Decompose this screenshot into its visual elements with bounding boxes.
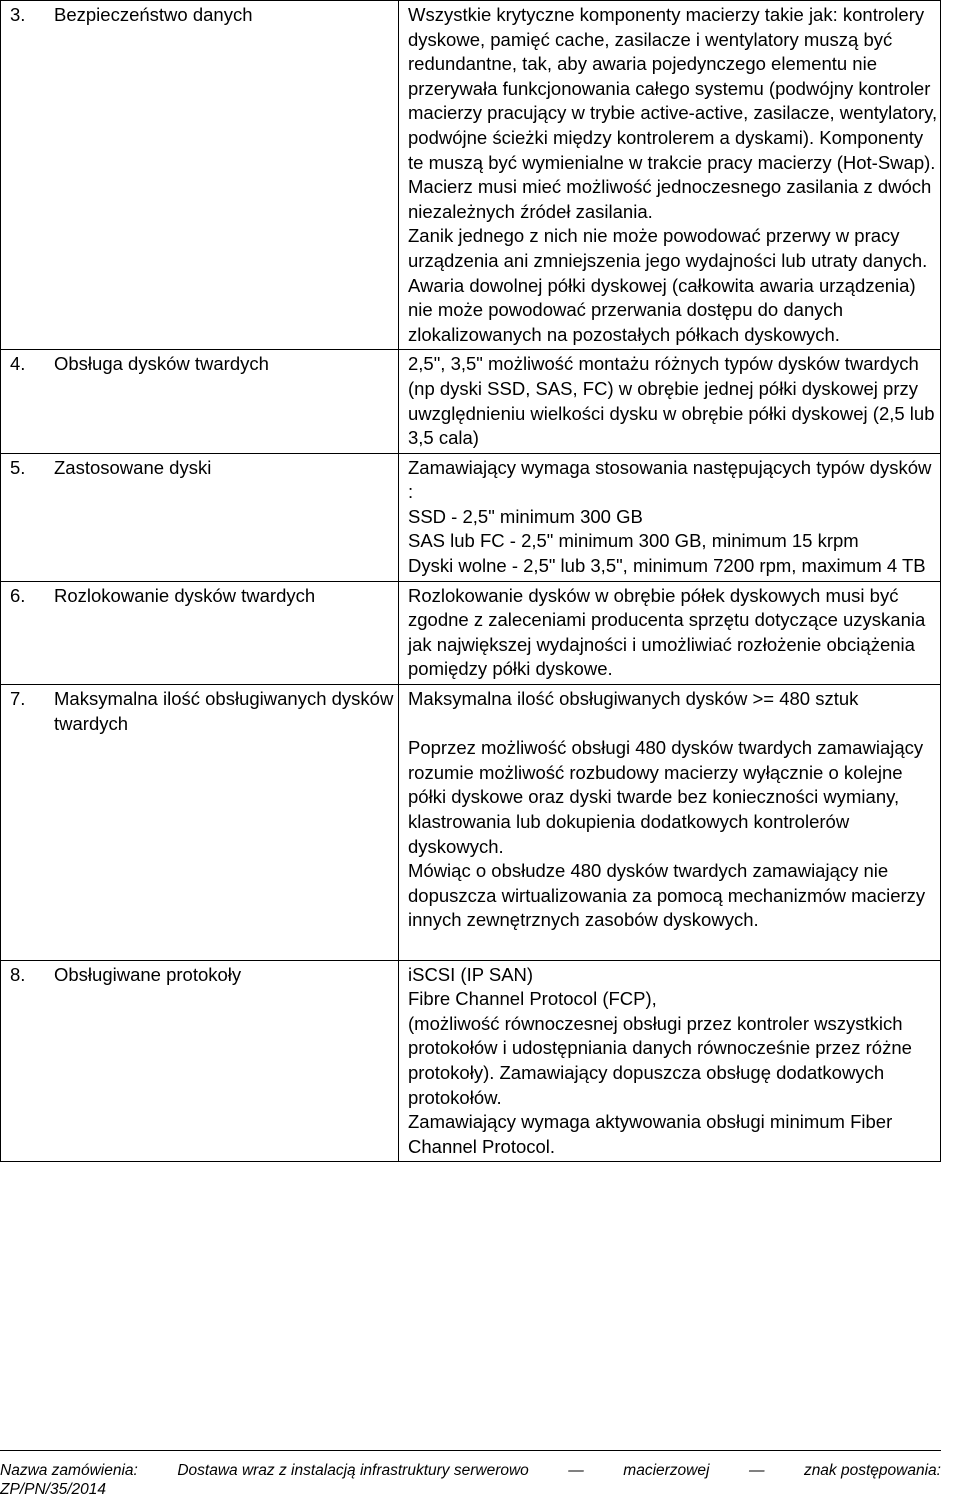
requirement-cell xyxy=(399,581,941,684)
table-row xyxy=(1,453,941,581)
requirement-text: Zanik jednego z nich nie może powodować przerwy w pracy urządzenia ani zmniejszenia jego wydajności lub utraty danych. xyxy=(408,225,928,271)
requirement-cell xyxy=(399,1,941,350)
footer-dash: — xyxy=(568,1462,584,1479)
row-number: 6. xyxy=(10,584,26,606)
footer-order-label: Nazwa zamówienia: xyxy=(0,1462,138,1479)
row-number: 4. xyxy=(10,353,26,375)
requirement-text: Macierz musi mieć możliwość jednoczesnego zasilania z dwóch niezależnych źródeł zasilania. xyxy=(408,176,932,222)
requirement-cell xyxy=(399,453,941,581)
requirement-text: Wszystkie krytyczne komponenty macierzy takie jak: kontrolery dyskowe, pamięć cache, zasilacze i wentylatory muszą być redundantne, tak, aby awaria pojedynczego elementu nie przerywała funkcjonowania całego systemu (podwójny kontroler macierzy pracujący w trybie active-active, zasilacze, wentylatory, podwójne ścieżki między kontrolerem a dyskami). Komponenty te muszą być wymienialne w trakcie pracy macierzy (Hot-Swap). xyxy=(408,4,938,173)
footer-procedure-id: ZP/PN/35/2014 xyxy=(0,1481,106,1498)
requirement-text: Poprzez możliwość obsługi 480 dysków twardych zamawiający rozumie możliwość rozbudowy macierzy wyłącznie o kolejne półki dyskowe oraz dyski twarde bez konieczności wymiany, klastrowania lub dokupienia dodatkowych kontrolerów dyskowych. xyxy=(408,737,924,857)
footer-order-name-2: macierzowej xyxy=(623,1462,710,1479)
requirement-text: Mówiąc o obsłudze 480 dysków twardych zamawiający nie dopuszcza wirtualizowania za pomocą mechanizmów macierzy innych zewnętrznych zasobów dyskowych. xyxy=(408,860,926,931)
feature-cell xyxy=(1,685,399,961)
requirement-text: 2,5", 3,5" możliwość montażu różnych typów dysków twardych (np dyski SSD, SAS, FC) w obrębie jednej półki dyskowej przy uwzględnieniu wielkości dysku w obrębie półki dyskowej (2,5 lub 3,5 cala) xyxy=(408,353,935,449)
row-number: 5. xyxy=(10,456,26,478)
feature-label: Zastosowane dyski xyxy=(54,456,212,478)
requirement-cell xyxy=(399,350,941,453)
requirement-text: Zamawiający wymaga aktywowania obsługi minimum Fiber Channel Protocol. xyxy=(408,1111,893,1157)
requirement-text: SSD - 2,5" minimum 300 GB xyxy=(408,505,643,527)
blank-line xyxy=(408,933,940,958)
table-row xyxy=(1,581,941,684)
requirement-cell xyxy=(399,960,941,1162)
footer-order-name: Dostawa wraz z instalacją infrastruktury serwerowo xyxy=(177,1462,529,1479)
requirement-text: Dyski wolne - 2,5" lub 3,5", minimum 7200 rpm, maximum 4 TB xyxy=(408,555,926,577)
requirement-text: SAS lub FC - 2,5" minimum 300 GB, minimum 15 krpm xyxy=(408,530,859,552)
feature-label: Obsługa dysków twardych xyxy=(54,353,269,375)
table-row xyxy=(1,350,941,453)
page-footer xyxy=(0,1461,941,1499)
feature-label: Rozlokowanie dysków twardych xyxy=(54,584,316,606)
feature-cell xyxy=(1,581,399,684)
requirement-text: Awaria dowolnej półki dyskowej (całkowita awaria urządzenia) nie może powodować przerwania dostępu do danych zlokalizowanych na pozostałych półkach dyskowych. xyxy=(408,274,916,345)
feature-cell xyxy=(1,960,399,1162)
footer-divider xyxy=(0,1450,941,1451)
feature-label: Obsługiwane protokoły xyxy=(54,963,242,985)
row-number: 8. xyxy=(10,963,26,985)
blank-line xyxy=(408,712,940,737)
footer-procedure-label: znak postępowania: xyxy=(803,1462,941,1479)
feature-label: Maksymalna ilość obsługiwanych dysków twardych xyxy=(54,688,394,734)
requirement-text: (możliwość równoczesnej obsługi przez kontroler wszystkich protokołów i udostępniania danych równocześnie przez różne protokoły). Zamawiający dopuszcza obsługę dodatkowych protokołów. xyxy=(408,1012,912,1108)
feature-label: Bezpieczeństwo danych xyxy=(54,4,253,25)
feature-cell xyxy=(1,350,399,453)
requirement-text: Rozlokowanie dysków w obrębie półek dyskowych musi być zgodne z zaleceniami producenta sprzętu dotyczące uzyskania jak największej wydajności i umożliwiać rozłożenie obciążenia pomiędzy półki dyskowe. xyxy=(408,584,926,680)
requirement-text: Maksymalna ilość obsługiwanych dysków >= 480 sztuk xyxy=(408,688,859,710)
requirement-text: Fibre Channel Protocol (FCP), xyxy=(408,988,657,1010)
requirement-text: iSCSI (IP SAN) xyxy=(408,963,534,985)
table-row xyxy=(1,1,941,350)
spec-table-body xyxy=(1,1,941,1162)
feature-cell xyxy=(1,1,399,350)
footer-dash: — xyxy=(748,1462,765,1479)
requirement-text: Zamawiający wymaga stosowania następujących typów dysków : xyxy=(408,456,932,503)
row-number: 3. xyxy=(10,4,26,25)
table-row xyxy=(1,960,941,1162)
feature-cell xyxy=(1,453,399,581)
row-number: 7. xyxy=(10,688,26,710)
requirement-cell xyxy=(399,685,941,961)
table-row xyxy=(1,685,941,961)
